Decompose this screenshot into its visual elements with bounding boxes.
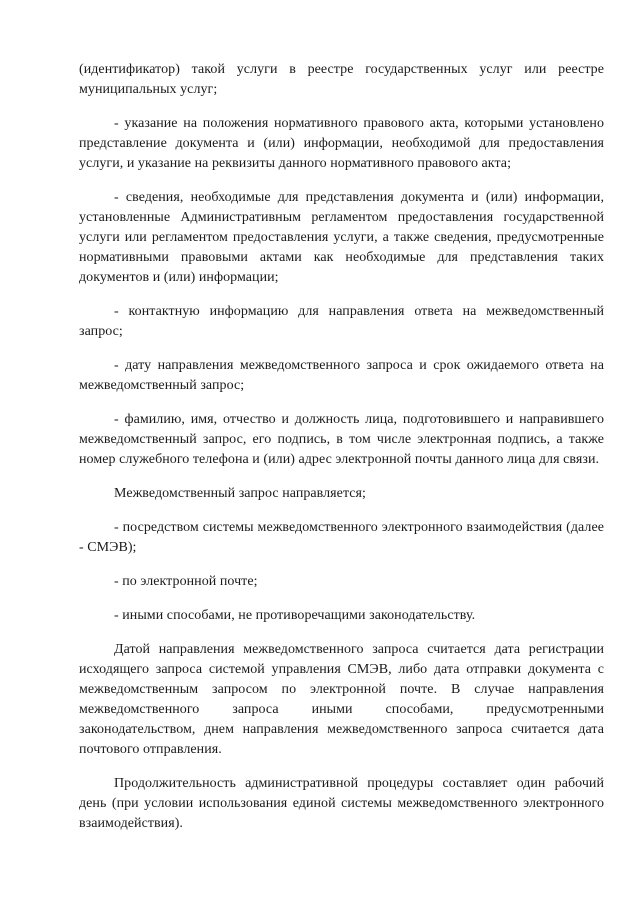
paragraph-sending-date: Датой направления межведомственного запроса считается дата регистрации исходящего запроса системой управления СМЭВ, либо дата отправки документа с межведомственным запросом по электронной почте. В случае направления межведомственного запроса иными способами, предусмотренными законодательством, днем направления межведомственного запроса считается дата почтового отправления. <box>79 642 604 757</box>
paragraph-procedure-duration: Продолжительность административной процедуры составляет один рабочий день (при условии использования единой системы межведомственного электронного взаимодействия). <box>79 776 604 831</box>
paragraph-method-email: - по электронной почте; <box>114 574 258 589</box>
paragraph-responsible-person: - фамилию, имя, отчество и должность лица, подготовившего и направившего межведомственный запрос, его подпись, в том числе электронная подпись, а также номер служебного телефона и (или) адрес электронной почты данного лица для связи. <box>79 412 604 467</box>
paragraph-legal-act-reference: - указание на положения нормативного правового акта, которыми установлено представление документа и (или) информации, необходимой для предоставления услуги, и указание на реквизиты данного нормативного правового акта; <box>79 116 604 171</box>
document-body <box>79 60 604 848</box>
paragraph-registry-identifier: (идентификатор) такой услуги в реестре государственных услуг или реестре муниципальных услуг; <box>79 62 604 97</box>
paragraph-contact-info: - контактную информацию для направления ответа на межведомственный запрос; <box>79 304 604 339</box>
paragraph-method-other: - иными способами, не противоречащими законодательству. <box>114 608 476 623</box>
paragraph-method-smev: - посредством системы межведомственного электронного взаимодействия (далее - СМЭВ); <box>79 520 604 555</box>
paragraph-required-information: - сведения, необходимые для представления документа и (или) информации, установленные Административным регламентом предоставления государственной услуги или регламентом предоставления услуги, а также сведения, предусмотренные нормативными правовыми актами как необходимые для представления таких документов и (или) информации; <box>79 190 604 285</box>
paragraph-request-date: - дату направления межведомственного запроса и срок ожидаемого ответа на межведомственный запрос; <box>79 358 604 393</box>
paragraph-sending-methods-intro: Межведомственный запрос направляется; <box>114 486 366 501</box>
